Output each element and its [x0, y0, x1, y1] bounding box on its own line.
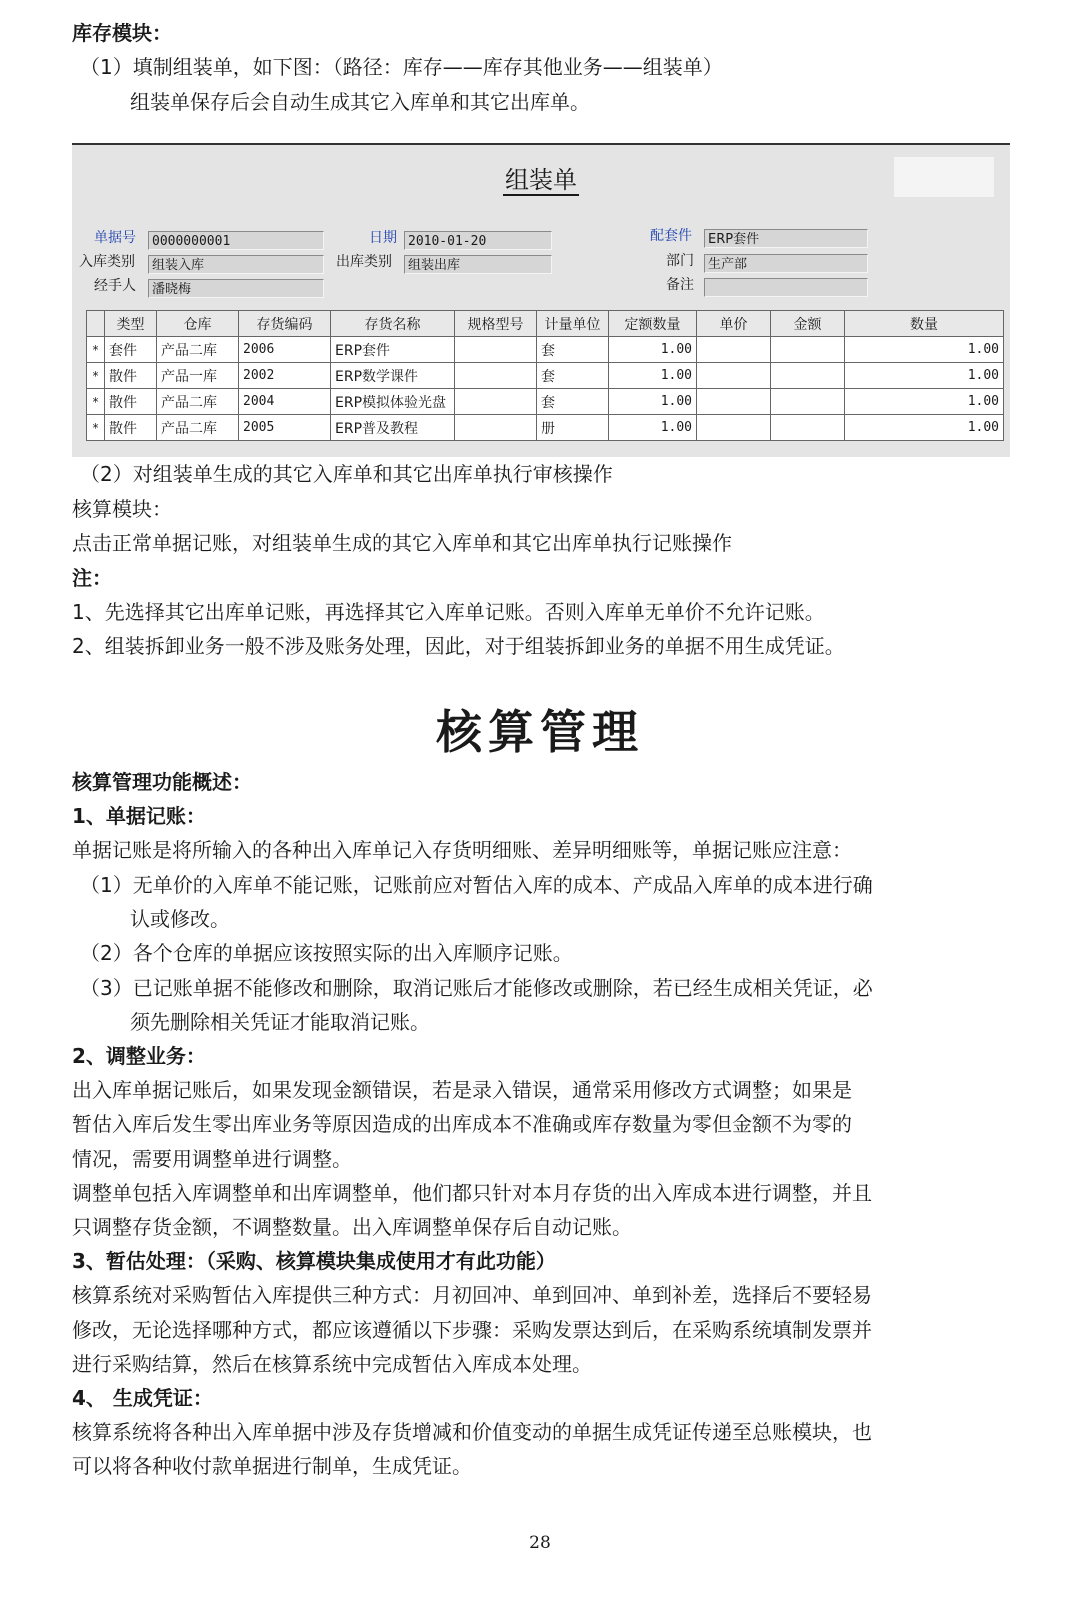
- s1-title: 1、单据记账：: [72, 804, 206, 828]
- cell-type[interactable]: 散件: [105, 363, 157, 389]
- s4-title: 4、 生成凭证：: [72, 1386, 213, 1410]
- note-1: 1、先选择其它出库单记账，再选择其它入库单记账。否则入库单无单价不允许记账。: [72, 600, 825, 624]
- s3-p1-c: 进行采购结算，然后在核算系统中完成暂估入库成本处理。: [72, 1352, 592, 1376]
- s2-p2-b: 只调整存货金额，不调整数量。出入库调整单保存后自动记账。: [72, 1215, 632, 1239]
- label-handler: 经手人: [94, 278, 136, 294]
- cell-amount[interactable]: [771, 415, 845, 441]
- s4-p1-a: 核算系统将各种出入库单据中涉及存货增减和价值变动的单据生成凭证传递至总账模块，也: [72, 1420, 872, 1444]
- section-title-inventory: 库存模块：: [72, 21, 172, 45]
- s1-item3-b: 须先删除相关凭证才能取消记账。: [130, 1010, 430, 1034]
- cell-unit[interactable]: 套: [537, 363, 609, 389]
- in-type-field[interactable]: 组装入库: [148, 255, 324, 274]
- note-2: 2、组装拆卸业务一般不涉及账务处理，因此，对于组装拆卸业务的单据不用生成凭证。: [72, 634, 845, 658]
- cell-qty[interactable]: 1.00: [845, 363, 1004, 389]
- s1-item2: （2）各个仓库的单据应该按照实际的出入库顺序记账。: [80, 941, 573, 965]
- cell-quota[interactable]: 1.00: [609, 389, 697, 415]
- cell-warehouse[interactable]: 产品一库: [157, 363, 239, 389]
- s3-p1-a: 核算系统对采购暂估入库提供三种方式：月初回冲、单到回冲、单到补差，选择后不要轻易: [72, 1283, 872, 1307]
- cell-type[interactable]: 套件: [105, 337, 157, 363]
- cell-code[interactable]: 2005: [239, 415, 331, 441]
- s3-p1-b: 修改，无论选择哪种方式，都应该遵循以下步骤：采购发票达到后，在采购系统填制发票并: [72, 1318, 872, 1342]
- dept-field[interactable]: 生产部: [704, 254, 868, 273]
- table-row[interactable]: [87, 337, 1004, 363]
- cell-type[interactable]: 散件: [105, 415, 157, 441]
- cell-code[interactable]: 2002: [239, 363, 331, 389]
- cell-name[interactable]: ERP模拟体验光盘: [331, 389, 455, 415]
- cell-name[interactable]: ERP套件: [331, 337, 455, 363]
- cell-code[interactable]: 2004: [239, 389, 331, 415]
- out-type-field[interactable]: 组装出库: [404, 255, 552, 274]
- s3-title: 3、暂估处理：（采购、核算模块集成使用才有此功能）: [72, 1249, 556, 1273]
- label-kit: 配套件: [650, 228, 692, 244]
- table-row[interactable]: [87, 363, 1004, 389]
- s2-p1-a: 出入库单据记账后，如果发现金额错误，若是录入错误，通常采用修改方式调整；如果是: [72, 1078, 852, 1102]
- cell-name[interactable]: ERP普及教程: [331, 415, 455, 441]
- col-name[interactable]: 存货名称: [331, 311, 455, 337]
- col-code[interactable]: 存货编码: [239, 311, 331, 337]
- page-number: 28: [529, 1533, 551, 1553]
- cell-warehouse[interactable]: 产品二库: [157, 389, 239, 415]
- cell-spec[interactable]: [455, 363, 537, 389]
- cell-qty[interactable]: 1.00: [845, 389, 1004, 415]
- label-date: 日期: [369, 230, 397, 246]
- table-row[interactable]: [87, 415, 1004, 441]
- s1-item1-b: 认或修改。: [130, 907, 230, 931]
- cell-price[interactable]: [697, 337, 771, 363]
- cell-code[interactable]: 2006: [239, 337, 331, 363]
- assembly-grid: [86, 310, 1004, 441]
- cell-spec[interactable]: [455, 415, 537, 441]
- cell-price[interactable]: [697, 363, 771, 389]
- handler-field[interactable]: 潘晓梅: [148, 279, 324, 298]
- s2-title: 2、调整业务：: [72, 1044, 206, 1068]
- step1-note: 组装单保存后会自动生成其它入库单和其它出库单。: [130, 90, 590, 114]
- col-quota[interactable]: 定额数量: [609, 311, 697, 337]
- label-remark: 备注: [666, 277, 694, 293]
- cell-amount[interactable]: [771, 337, 845, 363]
- s4-p1-b: 可以将各种收付款单据进行制单，生成凭证。: [72, 1454, 472, 1478]
- remark-field[interactable]: [704, 278, 868, 297]
- step2-line: （2）对组装单生成的其它入库单和其它出库单执行审核操作: [80, 462, 613, 486]
- s1-item1-a: （1）无单价的入库单不能记账，记账前应对暂估入库的成本、产成品入库单的成本进行确: [80, 873, 873, 897]
- cell-quota[interactable]: 1.00: [609, 415, 697, 441]
- col-qty[interactable]: 数量: [845, 311, 1004, 337]
- s1-intro: 单据记账是将所输入的各种出入库单记入存货明细账、差异明细账等，单据记账应注意：: [72, 838, 852, 862]
- cell-unit[interactable]: 套: [537, 389, 609, 415]
- row-marker: *: [87, 363, 105, 389]
- col-spec[interactable]: 规格型号: [455, 311, 537, 337]
- row-marker: *: [87, 389, 105, 415]
- label-doc-no: 单据号: [94, 230, 136, 246]
- grid-corner: [87, 311, 105, 337]
- cell-amount[interactable]: [771, 363, 845, 389]
- kit-field[interactable]: ERP套件: [704, 229, 868, 248]
- s2-p1-c: 情况，需要用调整单进行调整。: [72, 1147, 352, 1171]
- cell-warehouse[interactable]: 产品二库: [157, 337, 239, 363]
- cell-warehouse[interactable]: 产品二库: [157, 415, 239, 441]
- cell-type[interactable]: 散件: [105, 389, 157, 415]
- label-dept: 部门: [666, 253, 694, 269]
- cell-unit[interactable]: 册: [537, 415, 609, 441]
- label-out-type: 出库类别: [336, 254, 392, 270]
- assembly-form-screenshot: [72, 143, 1010, 457]
- cell-price[interactable]: [697, 415, 771, 441]
- col-unit[interactable]: 计量单位: [537, 311, 609, 337]
- note-title: 注：: [72, 566, 112, 590]
- col-price[interactable]: 单价: [697, 311, 771, 337]
- chapter-title: 核算管理: [436, 705, 644, 759]
- s2-p2-a: 调整单包括入库调整单和出库调整单，他们都只针对本月存货的出入库成本进行调整，并且: [72, 1181, 872, 1205]
- cell-spec[interactable]: [455, 389, 537, 415]
- accounting-module-heading: 核算模块：: [72, 497, 172, 521]
- col-amount[interactable]: 金额: [771, 311, 845, 337]
- cell-qty[interactable]: 1.00: [845, 415, 1004, 441]
- accounting-action: 点击正常单据记账，对组装单生成的其它入库单和其它出库单执行记账操作: [72, 531, 732, 555]
- table-row[interactable]: [87, 389, 1004, 415]
- cell-price[interactable]: [697, 389, 771, 415]
- cell-unit[interactable]: 套: [537, 337, 609, 363]
- grid-header-row: [87, 311, 1004, 337]
- cell-quota[interactable]: 1.00: [609, 337, 697, 363]
- cell-quota[interactable]: 1.00: [609, 363, 697, 389]
- cell-name[interactable]: ERP数学课件: [331, 363, 455, 389]
- col-warehouse[interactable]: 仓库: [157, 311, 239, 337]
- cell-spec[interactable]: [455, 337, 537, 363]
- form-title: 组装单: [505, 166, 577, 194]
- col-type[interactable]: 类型: [105, 311, 157, 337]
- s2-p1-b: 暂估入库后发生零出库业务等原因造成的出库成本不准确或库存数量为零但金额不为零的: [72, 1112, 852, 1136]
- date-field[interactable]: 2010-01-20: [404, 231, 552, 250]
- doc-no-field[interactable]: 0000000001: [148, 231, 324, 250]
- overview-title: 核算管理功能概述：: [72, 770, 252, 794]
- row-marker: *: [87, 415, 105, 441]
- row-marker: *: [87, 337, 105, 363]
- step1-line: （1）填制组装单，如下图：（路径：库存——库存其他业务——组装单）: [80, 55, 723, 79]
- cell-amount[interactable]: [771, 389, 845, 415]
- s1-item3-a: （3）已记账单据不能修改和删除，取消记账后才能修改或删除，若已经生成相关凭证，必: [80, 976, 873, 1000]
- cell-qty[interactable]: 1.00: [845, 337, 1004, 363]
- label-in-type: 入库类别: [79, 254, 135, 270]
